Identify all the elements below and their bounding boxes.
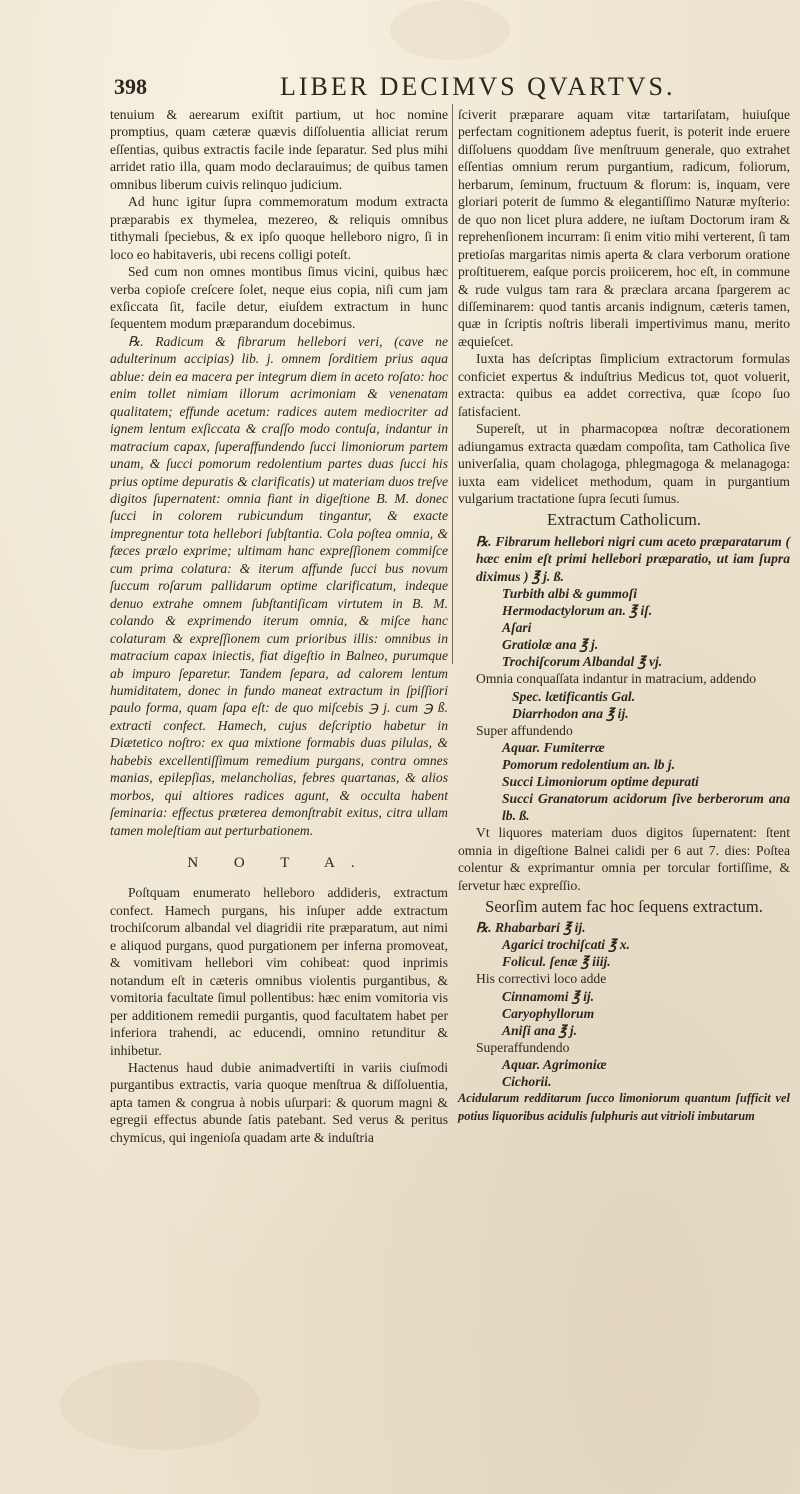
- paragraph: Supereſt, ut in pharmacopœa noſtræ decorationem adiungamus extracta quædam compoſita, tam Catholica ſive univerſalia, quam cholagoga, phlegmagoga & melanagoga: iuxta eam videlicet methodum, quam in purgantium vulgarium tractatione ſupra ſecuti ſumus.: [458, 421, 790, 506]
- ingredient: Trochiſcorum Albandal ℥ vj.: [502, 654, 663, 670]
- ingredient: Aniſi ana ℥ j.: [502, 1022, 578, 1038]
- ingredient: Aquar. Fumiterræ: [502, 740, 605, 756]
- left-column: [110, 106, 448, 1146]
- recipe-note: Acidularum redditarum ſucco limoniorum quantum ſufficit vel potius liquoribus acidulis ſulphuris aut vitrioli imbutarum: [458, 1091, 790, 1123]
- paragraph: Hactenus haud dubie animadvertiſti in variis ciuſmodi purgantibus extractis, varia quoque menſtrua & diſſoluentia, apta tamen & congrua à nobis uſurpari: & quorum magni & egregii effectus abunde ſatis patebant. Sed verus & peritus chymicus, qui ingenioſa quadam arte & induſtria: [110, 1060, 448, 1145]
- paragraph: Poſtquam enumerato helleboro addideris, extractum confect. Hamech purgans, his inſuper adde extractum trochiſcorum albandal vel diagridii rite præparatum, aut nimi e aliquod purgans, quod purgationem per inferna promoveat, & vomitivam hellebori vim cohibeat: quod inprimis notandum eſt in cæteris omnibus violentis purgantibus, & vomitoria facultate ſimul pollentibus: hæc enim vomitoria vis per additionem remedii purgantis, quod facultatem habet per inferiora trahendi, ac educendi, omnino retunditur & inhibetur.: [110, 885, 448, 1058]
- ingredient: Diarrhodon ana ℥ ij.: [512, 705, 629, 721]
- nota-heading: N O T A.: [187, 855, 371, 872]
- ingredient: Turbith albi & gummoſi: [502, 586, 638, 602]
- ingredient: Cinnamomi ℥ ij.: [502, 988, 595, 1004]
- ingredient: ℞. Rhabarbari ℥ ij.: [476, 920, 586, 936]
- paragraph: Super affundendo: [476, 722, 573, 738]
- running-title: LIBER DECIMVS QVARTVS.: [280, 72, 676, 101]
- ingredient: Folicul. ſenæ ℥ iiij.: [502, 954, 611, 970]
- ingredient: Hermodactylorum an. ℥ iſ.: [502, 603, 653, 619]
- recipe-intro: ℞. Fibrarum hellebori nigri cum aceto præparatarum ( hæc enim eſt primi hellebori præparatio, ut iam ſupra diximus ) ℥ j. ß.: [476, 533, 790, 584]
- ingredient: Aſari: [502, 620, 532, 636]
- running-header: [110, 72, 750, 108]
- ingredient: Pomorum redolentium an. lb j.: [502, 757, 675, 773]
- ingredient: Spec. lætificantis Gal.: [512, 688, 636, 704]
- column-rule: [452, 104, 453, 664]
- ingredient: Succi Granatorum acidorum ſive berberorum ana lb. ß.: [502, 791, 790, 824]
- paragraph: Omnia conquaſſata indantur in matracium, addendo: [476, 671, 757, 687]
- paper-stain: [390, 0, 510, 60]
- paper-stain: [60, 1360, 260, 1450]
- ingredient: Cichorii.: [502, 1074, 552, 1090]
- paragraph: Sed cum non omnes montibus ſimus vicini, quibus hæc verba copioſe creſcere ſolet, neque eius copia, niſi cum jam exſiccata ſit, facile detur, eiuſdem extractum in hunc ſequentem modum præparandum docebimus.: [110, 264, 448, 332]
- instruction-line: Superaffundendo: [476, 1039, 570, 1055]
- ingredient: Caryophyllorum: [502, 1005, 595, 1021]
- right-column: [458, 106, 790, 1125]
- section-heading: Seorſim autem fac hoc ſequens extractum.: [485, 896, 763, 916]
- paragraph: Vt liquores materiam duos digitos ſupernatent: ſtent omnia in digeſtione Balnei calidi per 6 aut 7. dies: Poſtea colentur & exprimantur omnia per torcular fortiſſime, & ſervetur hæc expreſſio.: [458, 825, 790, 893]
- paragraph: Iuxta has deſcriptas ſimplicium extractorum formulas conficiet expertus & induſtrius Medicus tot, quot voluerit, extracta: quibus ea addet correctiva, quæ ſcopo ſuo ſatisfacient.: [458, 351, 790, 419]
- instruction-line: His correctivi loco adde: [476, 971, 607, 987]
- paragraph: tenuium & aerearum exiſtit partium, ut hoc nomine promptius, quam cæteræ quævis diſſoluentia alliciat rerum eſſentias, quibus extractis facile inde ſeparatur. Sed plus mihi arridet ratio illa, quam modo declarauimus; de quibus tamen omnibus liberum cuivis relinquo judicium.: [110, 107, 448, 192]
- recipe-paragraph: ℞. Radicum & fibrarum hellebori veri, (cave ne adulterinum accipias) lib. j. omnem ſorditiem prius aqua ablue: dein ea macera per integrum diem in aceto roſato: hoc enim tollet nimiam illorum acrimoniam & venenatam qualitatem; effunde acetum: radices autem mediocriter ad ignem lentum exſiccata & craſſo modo contuſa, indantur in matracium capax, ſuperaffundendo ſucci limoniorum partem unam, & ſucci pomorum redolentium partes duas ſucci his prius optime depuratis & clarificatis) ut materiam duos treſve digitos ſupernatent: omnia fiant in digeſtione B. M. donec ſucci in colorem rubicundum tingantur, & exacte impregnentur tota hellebori ſubſtantia. Cola poſtea omnia, & fæces prælo exprime; ultimam hanc expreſſionem commiſce cum prima colatura: & iterum affunde ſucci bus novum ſuccum roſarum pallidarum optime clarificatum, indeque denuo extrahe omnem ſubſtantiſicam virtutem in B. M. colando & exprimendo iterum omnia, & miſce hanc colaturam & expreſſionem cum prioribus illis: omnibus in matracium capax iniectis, fiat digeſtio in Balneo, purumque ab impuro ſeparetur. Tandem ſepara, ad calorem lentum humiditatem, donec in fundo maneat extractum in ſpiſſiori paulo forma, quam ſapa eſt: de quo miſcebis ℈ j. cum ℈ ß. extracti confect. Hamech, cujus deſcriptio habetur in Diætetico noſtro: ex qua mixtione formabis duas pilulas, & habebis excellentiſſimum remedium purgans, contra omnes manias, epilepſias, melancholias, febres quartanas, & alios morbos, qui altiores radices agunt, & occulta habent ſeminaria: effectus præterea demonſtrabit exitus, citra ullam tamen moleſtiam aut perturbationem.: [110, 333, 448, 838]
- ingredient: Agarici trochiſcati ℥ x.: [502, 937, 630, 953]
- page-number: 398: [114, 74, 147, 99]
- section-heading: Extractum Catholicum.: [547, 510, 701, 530]
- ingredient: Aquar. Agrimoniæ: [502, 1057, 607, 1073]
- paragraph: ſciverit præparare aquam vitæ tartariſatam, huiuſque perfectam cognitionem adeptus fuerit, is poterit inde eruere diſſoluens quoddam ſive menſtruum generale, quo extrahet eſſentias omnium rerum purgantium, radicum, foliorum, herbarum, ſeminum, fructuum & florum: is, inquam, vere gloriari poterit de ſummo & elegantiſſimo Naturæ myſterio: de quo non licet plura addere, ne iuſtam Doctorum iram & reprehenſionem incurram: ſi enim vitio mihi verterent, ſi tam pretioſas margaritas nimis aperta & clara verborum oratione proſtituerem, eaſque porcis proiicerem, hoc eſt, in commune & rude vulgus tam rara & præclara arcana ſpargerem ac diſſeminarem: quod tantis arcanis indignum, cæteris tamen, quæ in ſcriptis noſtris liberali impertivimus manu, merito æquieſcet.: [458, 107, 790, 349]
- ingredient: Succi Limoniorum optime depurati: [502, 774, 699, 790]
- paragraph: Ad hunc igitur ſupra commemoratum modum extracta præparabis ex thymelea, mezereo, & reliquis omnibus tithymali ſpeciebus, & ex ipſo quoque helleboro nigro, ſi in loco eo habitaveris, ubi recens colligi poteſt.: [110, 194, 448, 262]
- ingredient: Gratiolæ ana ℥ j.: [502, 637, 599, 653]
